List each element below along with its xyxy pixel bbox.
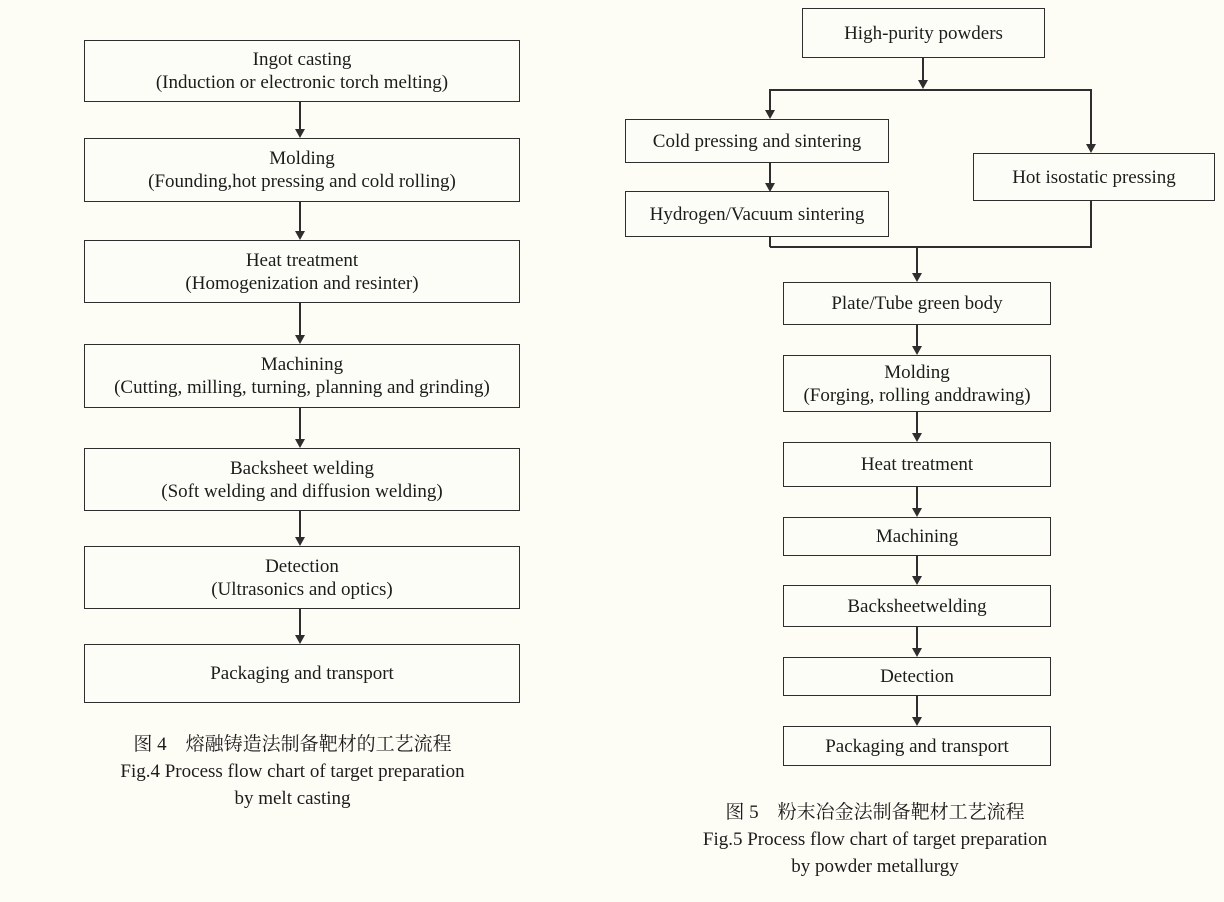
- branch-line: [770, 89, 1091, 91]
- flow-box-green-body: [783, 282, 1051, 325]
- box-title: High-purity powders: [844, 22, 1003, 44]
- box-title: Molding: [269, 148, 335, 169]
- box-title: Backsheetwelding: [847, 595, 987, 617]
- figure4-caption-zh: 图 4 熔融铸造法制备靶材的工艺流程: [133, 734, 452, 755]
- arrow-line: [769, 163, 771, 183]
- arrow-down-icon: [912, 717, 922, 726]
- box-subtitle: (Soft welding and diffusion welding): [161, 480, 443, 502]
- box-title: Detection: [880, 666, 954, 687]
- box-title: Detection: [265, 555, 339, 577]
- flow-box-molding: [84, 138, 520, 202]
- merge-line: [1090, 201, 1092, 247]
- arrow-down-icon: [765, 110, 775, 119]
- flow-box-hydrogen-vacuum-sintering: [625, 191, 889, 237]
- box-subtitle: (Ultrasonics and optics): [211, 578, 393, 600]
- arrow-down-icon: [295, 635, 305, 644]
- figure4-caption-en-line1: Fig.4 Process flow chart of target preparation: [120, 761, 465, 782]
- figure5-caption: [615, 799, 1135, 880]
- arrow-line: [916, 556, 918, 576]
- arrow-down-icon: [918, 80, 928, 89]
- arrow-down-icon: [295, 129, 305, 138]
- arrow-line: [299, 202, 301, 231]
- arrow-down-icon: [912, 273, 922, 282]
- arrow-down-icon: [912, 648, 922, 657]
- flow-box-packaging-transport: [783, 726, 1051, 766]
- box-subtitle: (Founding,hot pressing and cold rolling): [148, 171, 456, 192]
- box-title: Heat treatment: [245, 249, 359, 271]
- flow-box-heat-treatment: [783, 442, 1051, 487]
- flow-box-ingot-casting: [84, 40, 520, 102]
- flow-box-detection: [84, 546, 520, 609]
- figure4-caption-en-line2: by melt casting: [234, 788, 351, 809]
- arrow-down-icon: [912, 576, 922, 585]
- box-title: Machining: [875, 526, 959, 547]
- figure4-caption: [55, 731, 530, 812]
- figure5-caption-en-line1: Fig.5 Process flow chart of target preparation: [702, 829, 1048, 850]
- box-title: Ingot casting: [252, 49, 352, 70]
- arrow-down-icon: [912, 346, 922, 355]
- box-subtitle: (Induction or electronic torch melting): [155, 72, 449, 93]
- flow-box-backsheet-welding: [84, 448, 520, 511]
- flow-box-packaging-transport: [84, 644, 520, 703]
- arrow-down-icon: [1086, 144, 1096, 153]
- arrow-line: [299, 609, 301, 635]
- arrow-down-icon: [912, 508, 922, 517]
- figure5-caption-en-line2: by powder metallurgy: [791, 856, 959, 877]
- box-title: Hot isostatic pressing: [1012, 166, 1176, 188]
- flow-box-heat-treatment: [84, 240, 520, 303]
- arrow-line: [916, 325, 918, 346]
- flow-box-hot-isostatic-pressing: [973, 153, 1215, 201]
- arrow-down-icon: [295, 231, 305, 240]
- arrow-line: [922, 58, 924, 80]
- arrow-line: [916, 627, 918, 648]
- flow-box-machining: [84, 344, 520, 408]
- flow-box-backsheet-welding: [783, 585, 1051, 627]
- box-subtitle: (Cutting, milling, turning, planning and grinding): [114, 377, 490, 398]
- arrow-down-icon: [912, 433, 922, 442]
- arrow-down-icon: [295, 537, 305, 546]
- box-title: Packaging and transport: [825, 735, 1009, 757]
- arrow-line: [299, 102, 301, 129]
- flow-box-molding: [783, 355, 1051, 412]
- arrow-down-icon: [295, 335, 305, 344]
- box-subtitle: (Forging, rolling anddrawing): [803, 384, 1031, 406]
- box-title: Plate/Tube green body: [831, 293, 1003, 314]
- arrow-line: [916, 246, 918, 273]
- box-subtitle: (Homogenization and resinter): [185, 272, 419, 294]
- box-title: Machining: [260, 354, 344, 375]
- box-title: Packaging and transport: [210, 663, 394, 684]
- flow-box-detection: [783, 657, 1051, 696]
- box-title: Hydrogen/Vacuum sintering: [649, 203, 865, 225]
- box-title: Heat treatment: [860, 454, 974, 475]
- box-title: Cold pressing and sintering: [652, 130, 862, 152]
- arrow-line: [299, 303, 301, 335]
- box-title: Molding: [884, 361, 950, 383]
- arrow-line: [916, 412, 918, 433]
- arrow-line: [1090, 89, 1092, 144]
- arrow-line: [299, 511, 301, 537]
- flow-box-cold-pressing-sintering: [625, 119, 889, 163]
- arrow-down-icon: [295, 439, 305, 448]
- figure5-caption-zh: 图 5 粉末冶金法制备靶材工艺流程: [725, 802, 1025, 823]
- arrow-line: [916, 696, 918, 717]
- arrow-line: [769, 89, 771, 110]
- arrow-line: [916, 487, 918, 508]
- box-title: Backsheet welding: [229, 457, 375, 479]
- arrow-line: [299, 408, 301, 439]
- merge-line: [770, 246, 1092, 248]
- flow-box-machining: [783, 517, 1051, 556]
- flow-box-high-purity-powders: [802, 8, 1045, 58]
